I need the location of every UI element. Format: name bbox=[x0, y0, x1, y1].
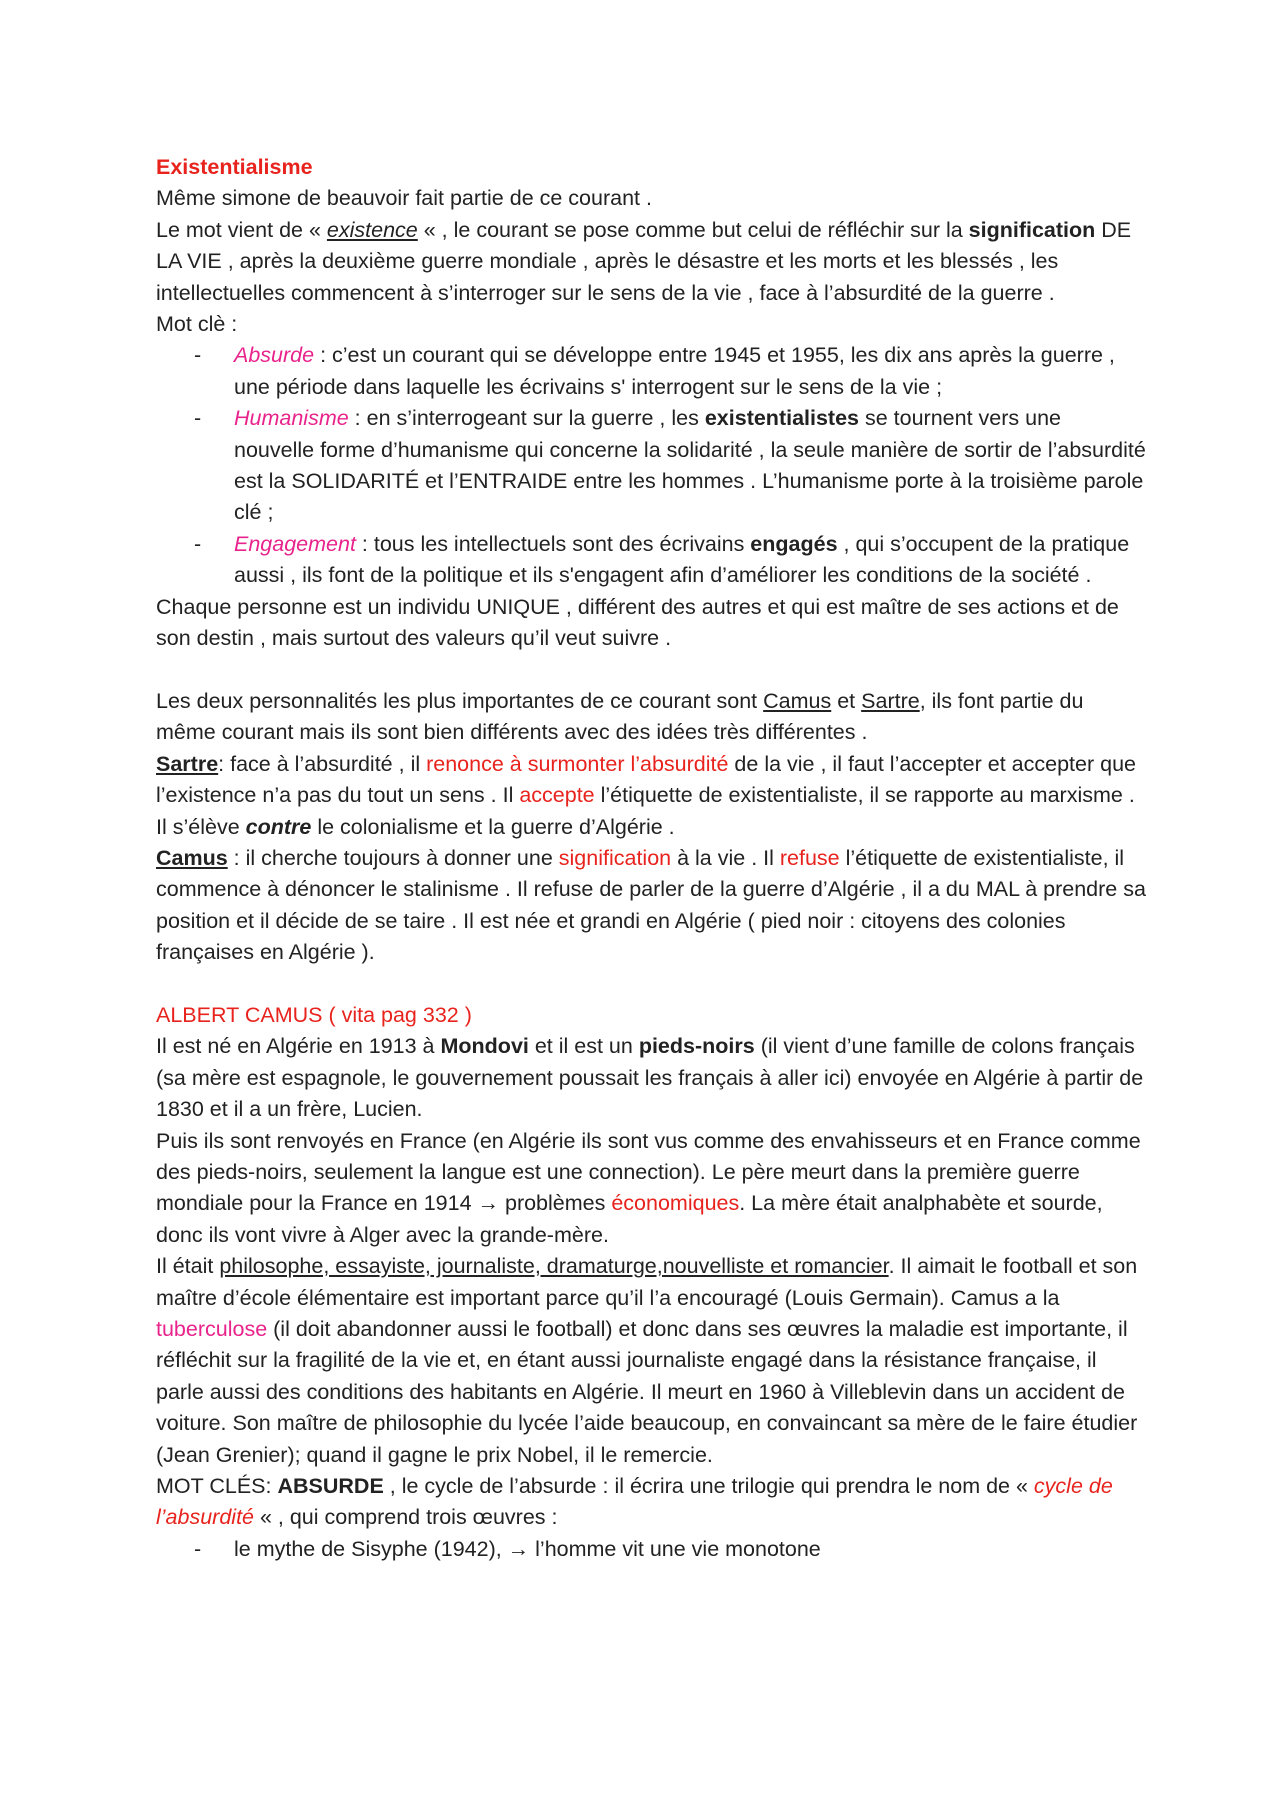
text-run: et il est un bbox=[528, 1034, 639, 1059]
name-sartre: Sartre bbox=[861, 688, 920, 713]
text-run: : en s’interrogeant sur la guerre , les bbox=[348, 406, 705, 431]
blank-line bbox=[156, 969, 1146, 1000]
text-run: le colonialisme et la guerre d’Algérie . bbox=[311, 814, 675, 839]
paragraph-sartre bbox=[156, 749, 1146, 843]
text-run: de la vie , il faut l’accepter et accepter que l’existence n’a pas du tout un sens . Il bbox=[156, 751, 1136, 808]
dash-marker: - bbox=[194, 531, 202, 556]
list-item-engagement bbox=[156, 529, 1146, 592]
highlight-signification: signification bbox=[558, 845, 672, 870]
text-run: MOT CLÉS: bbox=[156, 1474, 278, 1499]
text-run: : c’est un courant qui se développe entre 1945 et 1955, les dix ans après la guerre , une période dans laquelle les écrivains s' interrogent sur le sens de la vie ; bbox=[234, 343, 1115, 399]
term-contre: contre bbox=[245, 814, 312, 839]
paragraph-france bbox=[156, 1126, 1146, 1252]
highlight-refuse: refuse bbox=[779, 845, 840, 870]
name-sartre-heading: Sartre bbox=[156, 751, 219, 776]
text-run: le mythe de Sisyphe (1942), → l’homme vit une vie monotone bbox=[234, 1536, 821, 1561]
text-run: « , le courant se pose comme but celui de réfléchir sur la bbox=[417, 217, 969, 242]
term-humanisme: Humanisme bbox=[234, 406, 349, 431]
term-engages: engagés bbox=[750, 531, 838, 556]
text-run: Puis ils sont renvoyés en France (en Algérie ils sont vus comme des envahisseurs et en France comme des pieds-noirs, seulement la langue est une connection). Le père meurt dans la première guerre mondiale pour la France en 1914 → problèmes bbox=[156, 1128, 1141, 1216]
list-item-humanisme bbox=[156, 403, 1146, 529]
text-run: (il vient d’une famille de colons français (sa mère est espagnole, le gouvernement poussait les français à aller ici) envoyée en Algérie à partir de 1830 et il a un frère, Lucien. bbox=[156, 1034, 1144, 1122]
text-run: à la vie . Il bbox=[671, 845, 780, 870]
text-run: Les deux personnalités les plus importantes de ce courant sont bbox=[156, 688, 764, 713]
dash-marker: - bbox=[194, 343, 202, 368]
text-run: . Il aimait le football et son maître d’école élémentaire est important parce qu’il l’a encouragé (Louis Germain). Camus a la bbox=[156, 1254, 1138, 1310]
text-run: , le cycle de l’absurde : il écrira une trilogie qui prendra le nom de « bbox=[383, 1474, 1034, 1499]
text-run: « , qui comprend trois œuvres : bbox=[254, 1505, 558, 1530]
text-run: . La mère était analphabète et sourde, donc ils vont vivre à Alger avec la grande-mère. bbox=[156, 1191, 1103, 1247]
paragraph-beauvoir: Même simone de beauvoir fait partie de ce courant . bbox=[156, 186, 652, 211]
heading-existentialisme: Existentialisme bbox=[156, 155, 313, 179]
text-run: et bbox=[831, 688, 862, 713]
text-run: , qui s’occupent de la pratique aussi , ils font de la politique et ils s'engagent afin d’améliorer les conditions de la société . bbox=[234, 531, 1130, 588]
highlight-accepte: accepte bbox=[519, 783, 595, 808]
text-run: l’étiquette de existentialiste, il commence à dénoncer le stalinisme . Il refuse de parler de la guerre d’Algérie , il a du MAL à prendre sa position et il décide de se taire . Il est née et grandi en Algérie ( pied noir : citoyens des colonies françaises en Algérie ). bbox=[156, 845, 1146, 965]
term-existence: existence bbox=[326, 217, 418, 242]
text-run: l’étiquette de existentialiste, il se rapporte au marxisme . Il s’élève bbox=[156, 783, 1135, 839]
term-absurde: Absurde bbox=[234, 343, 315, 368]
name-camus: Camus bbox=[763, 688, 832, 713]
document-page bbox=[156, 152, 1146, 1565]
term-engagement: Engagement bbox=[234, 531, 356, 556]
paragraph-naissance bbox=[156, 1031, 1146, 1125]
dash-marker: - bbox=[194, 406, 202, 431]
text-run: Le mot vient de « bbox=[156, 217, 327, 242]
highlight-economiques: économiques bbox=[611, 1191, 740, 1216]
highlight-tuberculose: tuberculose bbox=[156, 1317, 268, 1341]
paragraph-personnalites bbox=[156, 686, 1146, 749]
paragraph-existence bbox=[156, 215, 1146, 309]
oeuvres-list bbox=[156, 1534, 1146, 1565]
term-mondovi: Mondovi bbox=[440, 1034, 529, 1059]
text-run: : face à l’absurdité , il bbox=[218, 751, 427, 776]
term-metiers: philosophe, essayiste, journaliste, dramaturge,nouvelliste et romancier bbox=[219, 1254, 889, 1279]
paragraph-mot-cles bbox=[156, 1471, 1146, 1534]
dash-marker: - bbox=[194, 1536, 202, 1561]
term-signification: signification bbox=[968, 217, 1096, 242]
paragraph-camus bbox=[156, 843, 1146, 969]
term-pieds-noirs: pieds-noirs bbox=[638, 1034, 755, 1059]
paragraph-individu: Chaque personne est un individu UNIQUE , différent des autres et qui est maître de ses actions et de son destin , mais surtout des valeurs qu’il veut suivre . bbox=[156, 594, 1119, 651]
text-run: DE LA VIE , après la deuxième guerre mondiale , après le désastre et les morts et les blessés , les intellectuelles commencent à s’interroger sur le sens de la vie , face à l’absurdité de la guerre . bbox=[156, 217, 1132, 305]
heading-albert-camus: ALBERT CAMUS ( vita pag 332 ) bbox=[156, 1002, 472, 1027]
label-mot-cle: Mot clè : bbox=[156, 312, 238, 337]
list-item-absurde bbox=[156, 340, 1146, 403]
keyword-list bbox=[156, 340, 1146, 591]
text-run: Il est né en Algérie en 1913 à bbox=[156, 1034, 441, 1059]
list-item-sisyphe bbox=[156, 1534, 1146, 1565]
highlight-renonce: renonce à surmonter l’absurdité bbox=[426, 751, 729, 776]
text-run: : tous les intellectuels sont des écrivains bbox=[355, 531, 751, 556]
paragraph-metiers bbox=[156, 1251, 1146, 1471]
text-run: (il doit abandonner aussi le football) et donc dans ses œuvres la maladie est importante, il réfléchit sur la fragilité de la vie et, en étant aussi journaliste engagé dans la résistance française, il parle aussi des conditions des habitants en Algérie. Il meurt en 1960 à Villeblevin dans un accident de voiture. Son maître de philosophie du lycée l’aide beaucoup, en convaincant sa mère de le faire étudier (Jean Grenier); quand il gagne le prix Nobel, il le remercie. bbox=[156, 1317, 1138, 1467]
highlight-cycle: cycle de l’absurdité bbox=[156, 1474, 1113, 1530]
blank-line bbox=[156, 655, 1146, 686]
text-run: , ils font partie du même courant mais ils sont bien différents avec des idées très différentes . bbox=[156, 688, 1084, 745]
text-run: se tournent vers une nouvelle forme d’humanisme qui concerne la solidarité , la seule manière de sortir de l’absurdité est la SOLIDARITÉ et l’ENTRAIDE entre les hommes . L’humanisme porte à la troisième parole clé ; bbox=[234, 406, 1146, 525]
text-run: Il était bbox=[156, 1254, 220, 1279]
name-camus-heading: Camus bbox=[156, 845, 228, 870]
term-absurde-bold: ABSURDE bbox=[277, 1474, 384, 1499]
text-run: : il cherche toujours à donner une bbox=[227, 845, 559, 870]
term-existentialistes: existentialistes bbox=[704, 406, 860, 431]
